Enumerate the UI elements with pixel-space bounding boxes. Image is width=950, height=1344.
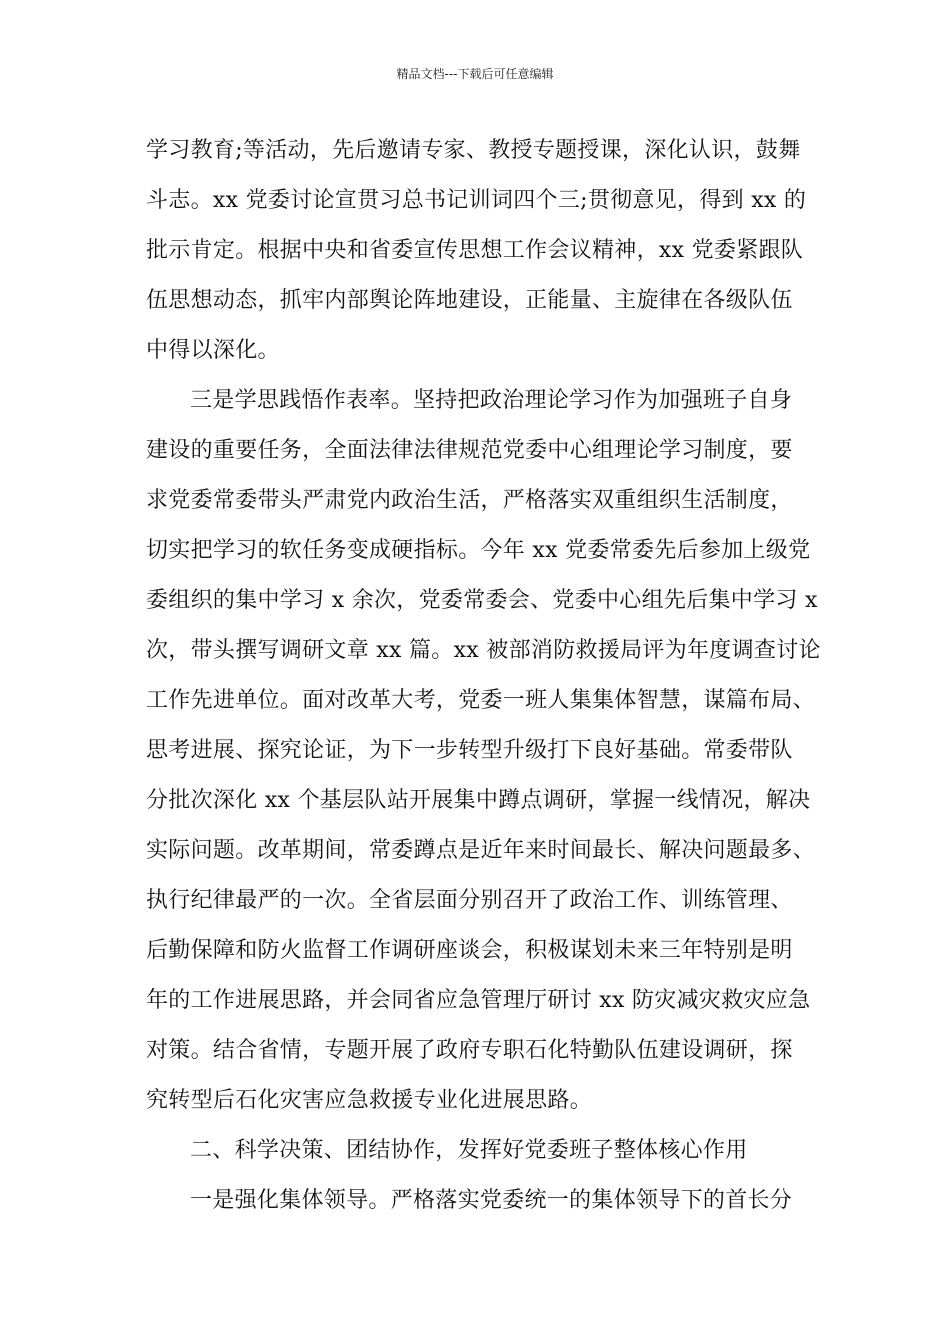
text-line: 斗志。xx 党委讨论宣贯习总书记训词四个三;贯彻意见，得到 xx 的 (146, 188, 807, 213)
text-line: 后勤保障和防火监督工作调研座谈会，积极谋划未来三年特别是明 (146, 938, 793, 963)
text-line: 建设的重要任务，全面法律法律规范党委中心组理论学习制度，要 (146, 438, 793, 463)
text-line: 实际问题。改革期间，常委蹲点是近年来时间最长、解决问题最多、 (146, 838, 816, 863)
text-line: 次，带头撰写调研文章 xx 篇。xx 被部消防救援局评为年度调查讨论 (146, 638, 821, 663)
text-line: 思考进展、探究论证，为下一步转型升级打下良好基础。常委带队 (146, 738, 793, 763)
text-line: 执行纪律最严的一次。全省层面分别召开了政治工作、训练管理、 (146, 888, 793, 913)
text-line: 年的工作进展思路，并会同省应急管理厅研讨 xx 防灾减灾救灾应急 (146, 988, 811, 1013)
paragraph-start-line: 三是学思践悟作表率。坚持把政治理论学习作为加强班子自身 (190, 388, 793, 413)
text-line: 求党委常委带头严肃党内政治生活，严格落实双重组织生活制度， (146, 488, 793, 513)
text-line: 切实把学习的软任务变成硬指标。今年 xx 党委常委先后参加上级党 (146, 538, 811, 563)
text-line: 批示肯定。根据中央和省委宣传思想工作会议精神，xx 党委紧跟队 (146, 238, 804, 263)
paragraph-start-line: 一是强化集体领导。严格落实党委统一的集体领导下的首长分 (190, 1188, 793, 1213)
section-heading: 二、科学决策、团结协作，发挥好党委班子整体核心作用 (190, 1138, 748, 1163)
text-line: 对策。结合省情，专题开展了政府专职石化特勤队伍建设调研，探 (146, 1038, 793, 1063)
text-line: 分批次深化 xx 个基层队站开展集中蹲点调研，掌握一线情况，解决 (146, 788, 811, 813)
text-line: 究转型后石化灾害应急救援专业化进展思路。 (146, 1088, 593, 1113)
text-line: 伍思想动态，抓牢内部舆论阵地建设，正能量、主旋律在各级队伍 (146, 288, 793, 313)
text-line: 委组织的集中学习 x 余次，党委常委会、党委中心组先后集中学习 x (146, 588, 818, 613)
text-line: 中得以深化。 (146, 338, 280, 363)
text-line: 工作先进单位。面对改革大考，党委一班人集集体智慧，谋篇布局、 (146, 688, 816, 713)
page-header: 精品文档---下载后可任意编辑 (396, 67, 554, 81)
text-line: 学习教育;等活动，先后邀请专家、教授专题授课，深化认识，鼓舞 (146, 138, 801, 163)
